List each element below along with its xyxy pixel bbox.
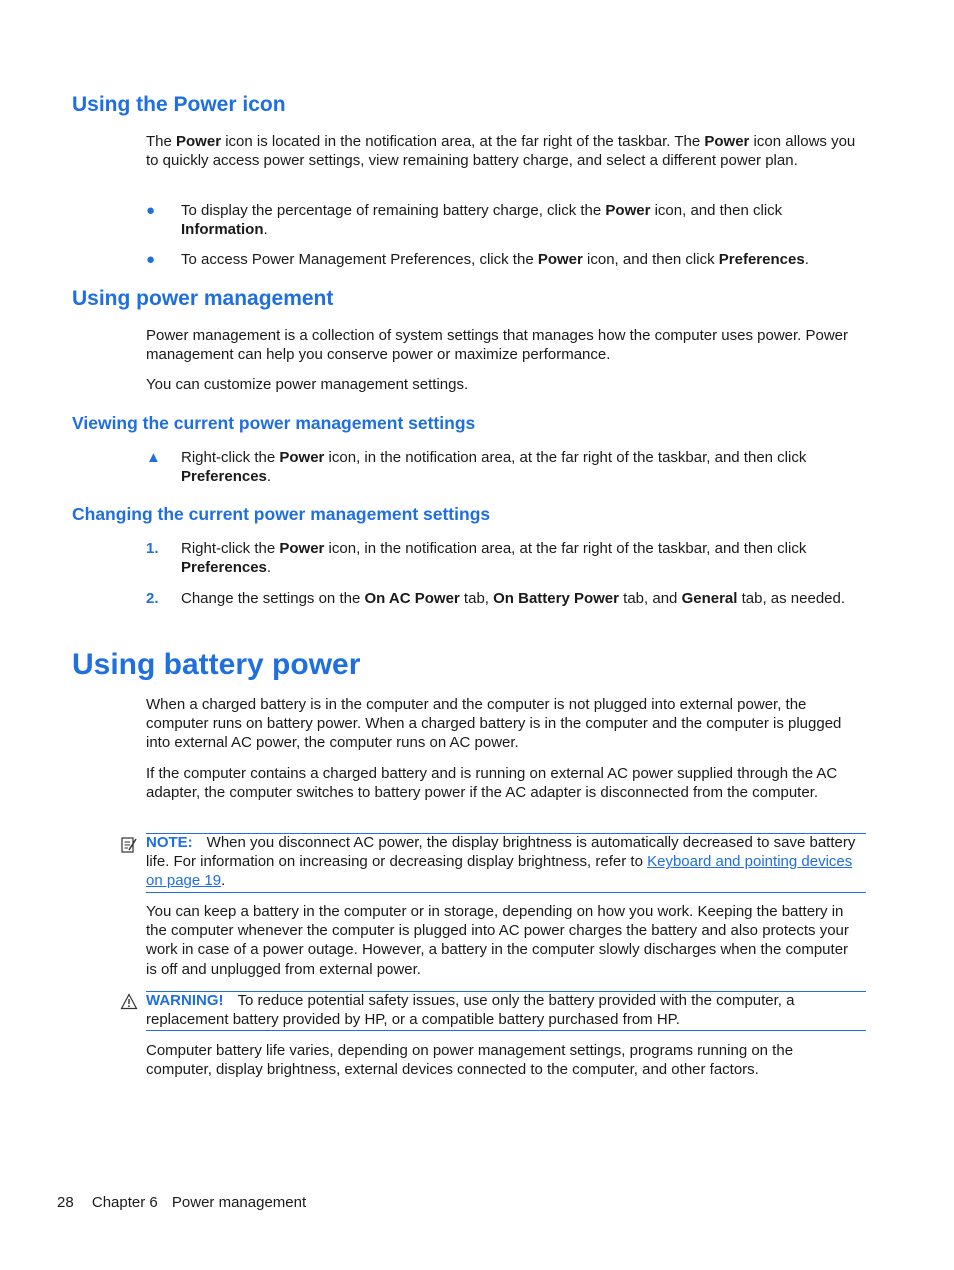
keyboard-pointing-link[interactable]: Keyboard and pointing devices on page 19: [146, 853, 853, 890]
heading-using-power-management: Using power management: [72, 287, 334, 310]
warning-bottom-rule: [146, 1030, 866, 1031]
note-text: NOTE: When you disconnect AC power, the display brightness is automatically decreased to save battery life. For information on increasing or decreasing display brightness, refer to Keyboard and pointing devices on page 19.: [146, 834, 856, 890]
viewing-step: Right-click the Power icon, in the notification area, at the far right of the taskbar, and then click Preferences.: [181, 449, 807, 486]
page-footer: [57, 1193, 320, 1212]
battery-para-1: When a charged battery is in the computer and the computer is not plugged into external power, the computer runs on battery power. When a charged battery is in the computer and the computer is plugged into external AC power, the computer runs on AC power.: [146, 696, 842, 752]
power-icon-intro: The Power icon is located in the notification area, at the far right of the taskbar. The Power icon allows you to quickly access power settings, view remaining battery charge, and select a different power plan.: [146, 133, 856, 170]
triangle-icon: ▲: [146, 449, 161, 466]
heading-using-power-icon: Using the Power icon: [72, 93, 286, 116]
power-management-para-2: You can customize power management settings.: [146, 376, 469, 393]
warning-triangle-icon: [120, 993, 138, 1015]
note-label: NOTE:: [146, 834, 193, 851]
bullet-icon: ●: [146, 251, 156, 268]
note-icon: [120, 836, 138, 859]
battery-para-3: You can keep a battery in the computer or in storage, depending on how you work. Keeping the battery in the computer whenever the computer is plugged into AC power charges the battery and also protects your work in case of a power outage. However, a battery in the computer slowly discharges when the computer is off and unplugged from external power.: [146, 903, 849, 978]
power-icon-bullet-2: To access Power Management Preferences, click the Power icon, and then click Preferences.: [181, 251, 809, 268]
bullet-icon: ●: [146, 202, 156, 219]
battery-para-4: Computer battery life varies, depending on power management settings, programs running on the computer, display brightness, external devices connected to the computer, and other factors.: [146, 1042, 794, 1079]
note-bottom-rule: [146, 892, 866, 893]
footer-title: Power management: [171, 1194, 307, 1211]
changing-step-1: Right-click the Power icon, in the notification area, at the far right of the taskbar, and then click Preferences.: [181, 540, 807, 577]
footer-chapter: Chapter 6: [91, 1194, 158, 1211]
power-icon-bullet-1: To display the percentage of remaining battery charge, click the Power icon, and then click Information.: [181, 202, 783, 239]
step-number: 1.: [146, 540, 159, 557]
heading-using-battery-power: Using battery power: [72, 648, 361, 681]
warning-label: WARNING!: [146, 992, 224, 1009]
step-number: 2.: [146, 590, 159, 607]
page-number: 28: [57, 1194, 74, 1211]
heading-changing-settings: Changing the current power management settings: [72, 504, 491, 524]
heading-viewing-settings: Viewing the current power management settings: [72, 413, 476, 433]
changing-step-2: Change the settings on the On AC Power tab, On Battery Power tab, and General tab, as needed.: [181, 590, 846, 607]
battery-para-2: If the computer contains a charged battery and is running on external AC power supplied through the AC adapter, the computer switches to battery power if the AC adapter is disconnected from the computer.: [146, 765, 838, 802]
warning-text: WARNING! To reduce potential safety issues, use only the battery provided with the computer, a replacement battery provided by HP, or a compatible battery purchased from HP.: [146, 992, 795, 1029]
power-management-para-1: Power management is a collection of system settings that manages how the computer uses power. Power management can help you conserve power or maximize performance.: [146, 327, 849, 364]
